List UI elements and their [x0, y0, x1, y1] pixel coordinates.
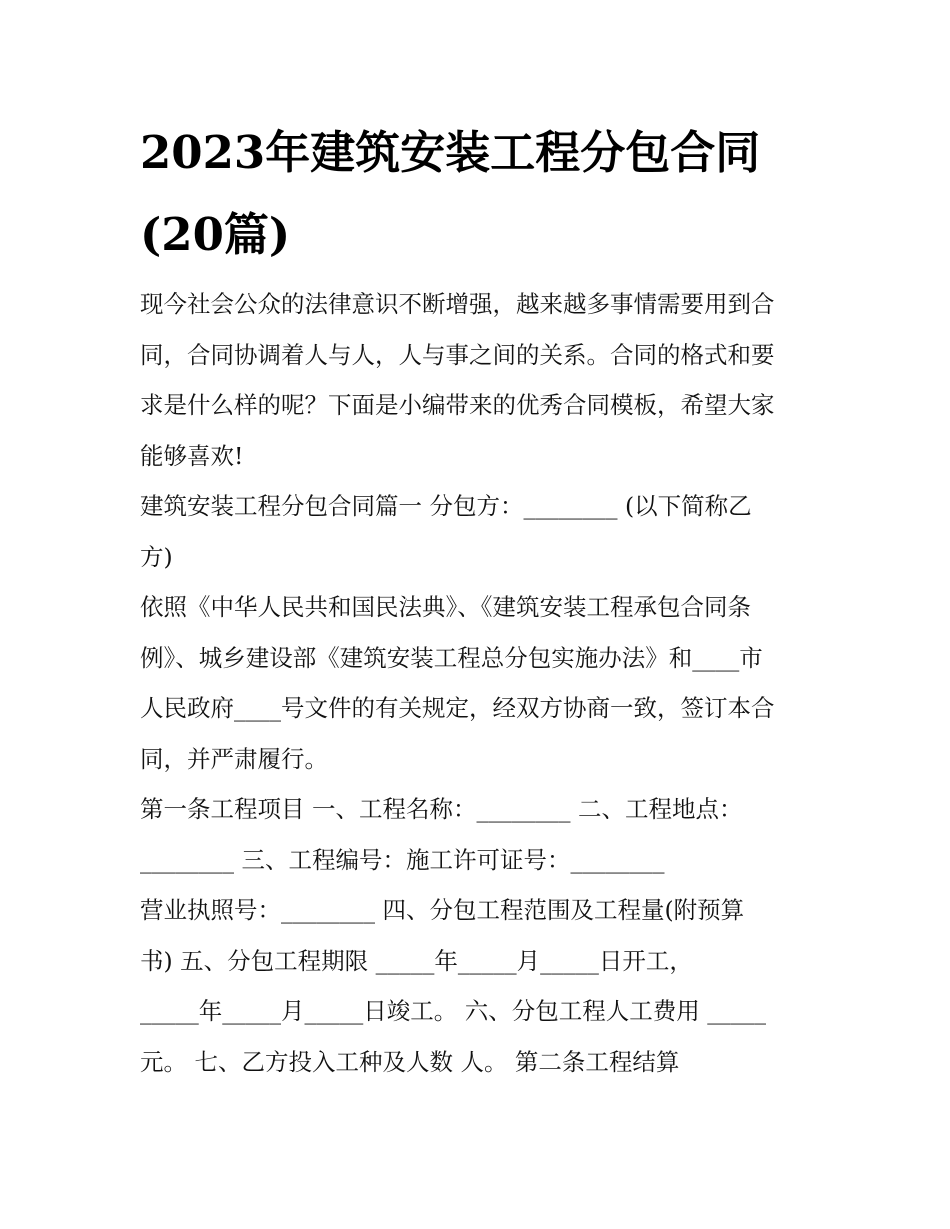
text-line: 同，并严肃履行。	[140, 744, 328, 773]
text-line: 人民政府____号文件的有关规定，经双方协商一致，签订本合	[140, 694, 775, 722]
text-line: 能够喜欢!	[140, 441, 244, 470]
document-body	[140, 279, 820, 1087]
text-line: 建筑安装工程分包合同篇一 分包方：________ (以下简称乙	[140, 492, 752, 520]
text-line: ________ 三、工程编号：施工许可证号：________	[140, 845, 665, 874]
text-line: 求是什么样的呢？下面是小编带来的优秀合同模板，希望大家	[140, 391, 775, 419]
title-line-1: 2023年建筑安装工程分包合同	[140, 126, 761, 179]
text-line: 同，合同协调着人与人，人与事之间的关系。合同的格式和要	[140, 340, 775, 369]
text-line: 现今社会公众的法律意识不断增强，越来越多事情需要用到合	[140, 290, 775, 318]
text-line: 方)	[140, 542, 173, 571]
text-line: _____年_____月_____日竣工。 六、分包工程人工费用 _____	[140, 997, 766, 1025]
text-line: 营业执照号：________ 四、分包工程范围及工程量(附预算	[140, 896, 745, 924]
text-line: 第一条工程项目 一、工程名称：________ 二、工程地点：	[140, 795, 743, 823]
text-line: 书) 五、分包工程期限 _____年_____月_____日开工，	[140, 946, 693, 975]
text-line: 元。 七、乙方投入工种及人数 人。 第二条工程结算	[140, 1047, 680, 1076]
text-line: 例》、城乡建设部《建筑安装工程总分包实施办法》和____市	[140, 643, 763, 672]
text-line: 依照《中华人民共和国民法典》、《建筑安装工程承包合同条	[140, 593, 751, 621]
title-line-2: (20篇)	[140, 208, 291, 261]
document-title	[140, 112, 820, 276]
